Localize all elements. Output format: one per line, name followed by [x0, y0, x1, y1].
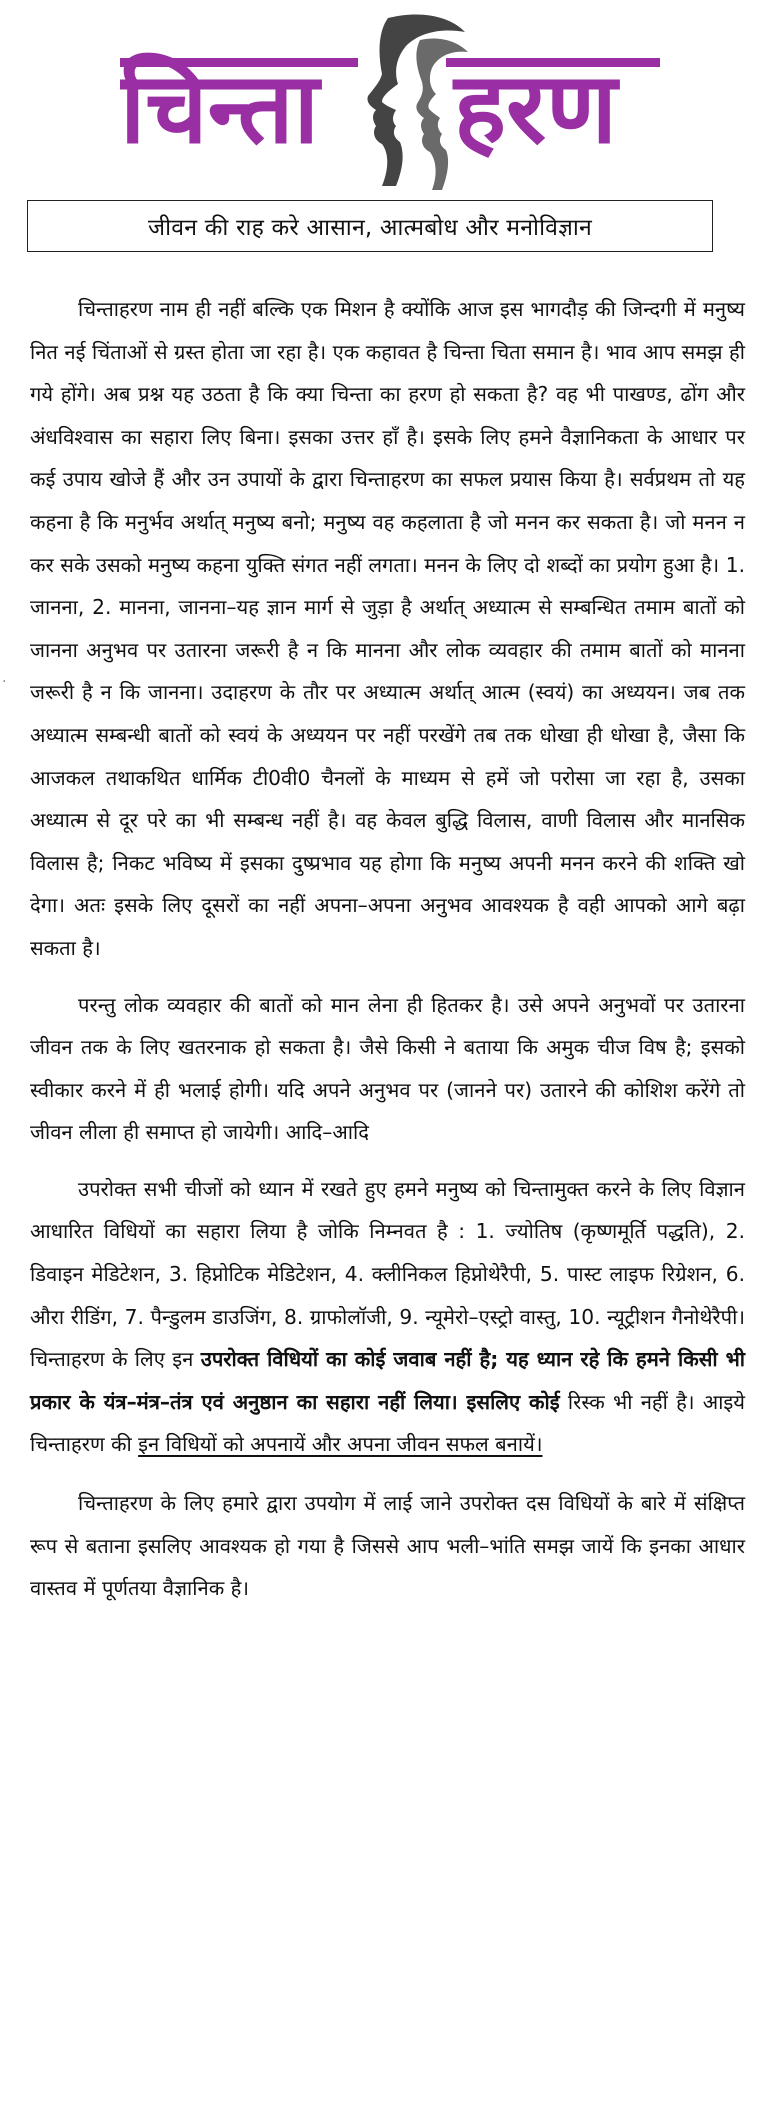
paragraph-4: चिन्ताहरण के लिए हमारे द्वारा उपयोग में लाई जाने उपरोक्त दस विधियों के बारे में संक्षिप्त रूप से बताना इसलिए आवश्यक हो गया है जिससे आप भली–भांति समझ जायें कि इनका आधार वास्तव में पूर्णतया वैज्ञानिक है। — [30, 1491, 745, 1601]
tagline: जीवन की राह करे आसान, आत्मबोध और मनोविज्ञान — [148, 215, 592, 241]
tagline-box — [27, 200, 713, 252]
paragraph-2: परन्तु लोक व्यवहार की बातों को मान लेना ही हितकर है। उसे अपने अनुभवों पर उतारना जीवन तक के लिए खतरनाक हो सकता है। जैसे किसी ने बताया कि अमुक चीज विष है; इसको स्वीकार करने में ही भलाई होगी। यदि अपने अनुभव पर (जानने पर) उतारने की कोशिश करेंगे तो जीवन लीला ही समाप्त हो जायेगी। आदि–आदि — [30, 992, 745, 1145]
margin-mark: · — [2, 674, 7, 690]
logo-graphic — [120, 10, 660, 195]
logo — [120, 10, 660, 195]
logo-text-left: चिन्ता — [120, 52, 320, 166]
paragraph-3-middle: रिस्क भी नहीं है। आइये चिन्ताहरण की — [30, 1389, 745, 1457]
paragraph-3 — [30, 1168, 745, 1466]
paragraph-3-start: उपरोक्त सभी चीजों को ध्यान में रखते हुए हमने मनुष्य को चिन्तामुक्त करने के लिए विज्ञान आधारित विधियों का सहारा लिया है जोकि निम्नवत है : 1. ज्योतिष (कृष्णमूर्ति पद्धति), 2. डिवाइन मेडिटेशन, 3. हिप्नोटिक मेडिटेशन, 4. क्लीनिकल हिप्नोथेरैपी, 5. पास्ट लाइफ रिग्रेशन, 6. औरा रीडिंग, 7. पैन्डुलम डाउजिंग, 8. ग्राफोलॉजी, 9. न्यूमेरो–एस्ट्रो वास्तु, 10. न्यूट्रीशन गैनोथेरैपी। चिन्ताहरण के लिए इन — [30, 1176, 745, 1372]
paragraph-3-bold: उपरोक्त विधियों का कोई जवाब नहीं है; यह ध्यान रहे कि हमने किसी भी प्रकार के यंत्र–मंत्र–तंत्र एवं अनुष्ठान का सहारा नहीं लिया। इसलिए कोई — [30, 1347, 745, 1414]
paragraph-3-underline: इन विधियों को अपनायें और अपना जीवन सफल बनायें। — [138, 1432, 543, 1457]
logo-text-right: हरण — [454, 52, 617, 166]
article-body — [30, 288, 745, 1610]
paragraph-1: चिन्ताहरण नाम ही नहीं बल्कि एक मिशन है क्योंकि आज इस भागदौड़ की जिन्दगी में मनुष्य नित नई चिंताओं से ग्रस्त होता जा रहा है। एक कहावत है चिन्ता चिता समान है। भाव आप समझ ही गये होंगे। अब प्रश्न यह उठता है कि क्या चिन्ता का हरण हो सकता है? वह भी पाखण्ड, ढोंग और अंधविश्वास का सहारा लिए बिना। इसका उत्तर हाँ है। इसके लिए हमने वैज्ञानिकता के आधार पर कई उपाय खोजे हैं और उन उपायों के द्वारा चिन्ताहरण का सफल प्रयास किया है। सर्वप्रथम तो यह कहना है कि मनुर्भव अर्थात् मनुष्य बनो; मनुष्य वह कहलाता है जो मनन कर सकता है। जो मनन न कर सके उसको मनुष्य कहना युक्ति संगत नहीं लगता। मनन के लिए दो शब्दों का प्रयोग हुआ है। 1. जानना, 2. मानना, जानना–यह ज्ञान मार्ग से जुड़ा है अर्थात् अध्यात्म से सम्बन्धित तमाम बातों को जानना अनुभव पर उतारना जरूरी है न कि मानना और लोक व्यवहार की तमाम बातों को मानना जरूरी है न कि जानना। उदाहरण के तौर पर अध्यात्म अर्थात् आत्म (स्वयं) का अध्ययन। जब तक अध्यात्म सम्बन्धी बातों को स्वयं के अध्ययन पर नहीं परखेंगे तब तक धोखा ही धोखा है, जैसा कि आजकल तथाकथित धार्मिक टी0वी0 चैनलों के माध्यम से हमें जो परोसा जा रहा है, उसका अध्यात्म से दूर परे का भी सम्बन्ध नहीं है। वह केवल बुद्धि विलास, वाणी विलास और मानसिक विलास है; निकट भविष्य में इसका दुष्प्रभाव यह होगा कि मनुष्य अपनी मनन करने की शक्ति खो देगा। अतः इसके लिए दूसरों का नहीं अपना–अपना अनुभव आवश्यक है वही आपको आगे बढ़ा सकता है। — [30, 297, 745, 960]
face-profile-icon — [367, 14, 468, 190]
